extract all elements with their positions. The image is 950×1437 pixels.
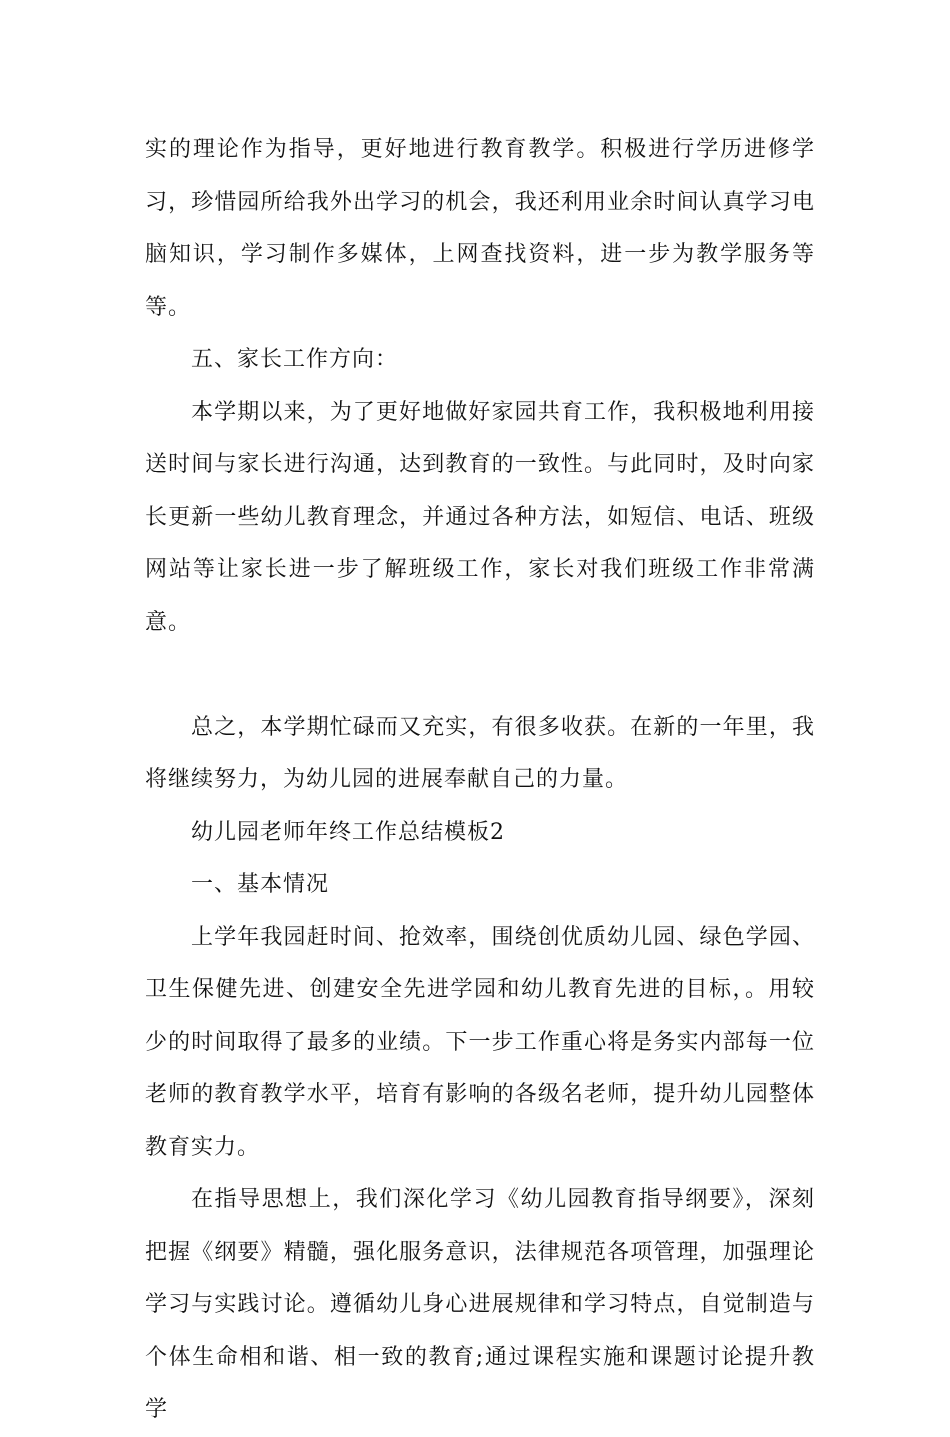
paragraph-guiding-thought: 在指导思想上，我们深化学习《幼儿园教育指导纲要》，深刻把握《纲要》精髓，强化服务意识，法律规范各项管理，加强理论学习与实践讨论。遵循幼儿身心进展规律和学习特点，自觉制造与个体生命相和谐、相一致的教育;通过课程实施和课题讨论提升教学 bbox=[145, 1187, 815, 1422]
paragraph-continuation: 实的理论作为指导，更好地进行教育教学。积极进行学历进修学习，珍惜园所给我外出学习的机会，我还利用业余时间认真学习电脑知识，学习制作多媒体，上网查找资料，进一步为教学服务等等。 bbox=[145, 137, 815, 320]
document-body bbox=[145, 124, 815, 1437]
paragraph-conclusion: 总之，本学期忙碌而又充实，有很多收获。在新的一年里，我将继续努力，为幼儿园的进展奉献自己的力量。 bbox=[145, 714, 815, 792]
paragraph-basic-info: 上学年我园赶时间、抢效率，围绕创优质幼儿园、绿色学园、卫生保健先进、创建安全先进学园和幼儿教育先进的目标，。用较少的时间取得了最多的业绩。下一步工作重心将是务实内部每一位老师的教育教学水平，培育有影响的各级名老师，提升幼儿园整体教育实力。 bbox=[145, 924, 815, 1160]
section-heading-basic-info: 一、基本情况 bbox=[191, 872, 330, 897]
blank-line bbox=[145, 649, 815, 702]
paragraph-parent-work: 本学期以来，为了更好地做好家园共育工作，我积极地利用接送时间与家长进行沟通，达到教育的一致性。与此同时，及时向家长更新一些幼儿教育理念，并通过各种方法，如短信、电话、班级网站等让家长进一步了解班级工作，家长对我们班级工作非常满意。 bbox=[145, 399, 815, 635]
document-subtitle: 幼儿园老师年终工作总结模板2 bbox=[191, 819, 505, 845]
section-heading-parent-work: 五、家长工作方向： bbox=[191, 347, 399, 372]
